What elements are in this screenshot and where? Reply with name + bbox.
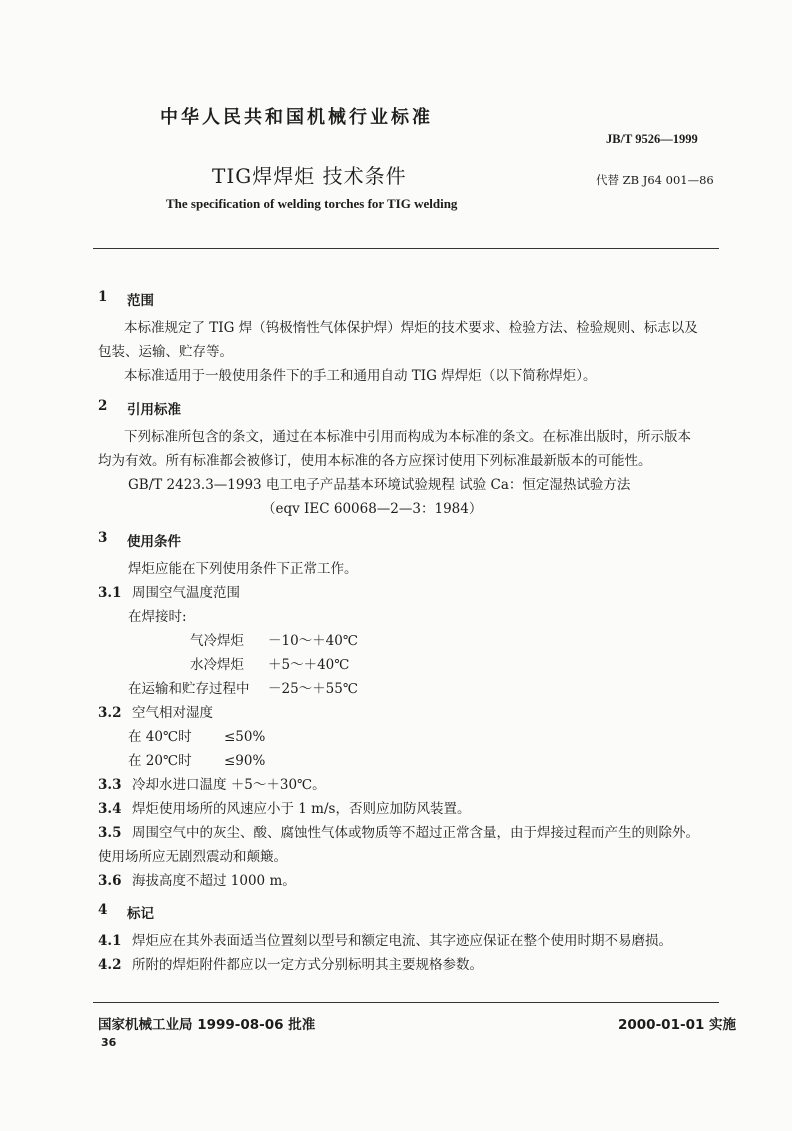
section-2-para-line-1: 下列标准所包含的条文，通过在本标准中引用而构成为本标准的条文。在标准出版时，所示版本 bbox=[124, 429, 691, 445]
transport-storage-range: －25～＋55℃ bbox=[268, 681, 358, 697]
welding-label: 在焊接时: bbox=[128, 609, 187, 625]
header-divider bbox=[93, 248, 719, 249]
transport-storage-label: 在运输和贮存过程中 bbox=[128, 681, 250, 697]
humidity-20-value: ≤90% bbox=[224, 753, 266, 769]
item-3-2-text: 空气相对湿度 bbox=[132, 705, 213, 721]
item-4-2-text: 所附的焊炬附件都应以一定方式分别标明其主要规格参数。 bbox=[132, 957, 483, 973]
section-1-title: 范围 bbox=[127, 293, 154, 309]
document-title: TIG焊焊炬 技术条件 bbox=[212, 164, 407, 188]
humidity-20-label: 在 20℃时 bbox=[128, 753, 192, 769]
water-cooled-label: 水冷焊炬 bbox=[190, 657, 244, 673]
reference-standard: GB/T 2423.3—1993 电工电子产品基本环境试验规程 试验 Ca：恒定湿热试验方法 bbox=[128, 477, 631, 493]
humidity-40-value: ≤50% bbox=[224, 729, 266, 745]
section-3-number: 3 bbox=[98, 530, 108, 546]
section-2-number: 2 bbox=[98, 398, 108, 414]
item-4-1-number: 4.1 bbox=[98, 933, 122, 949]
air-cooled-range: －10～＋40℃ bbox=[268, 633, 358, 649]
standard-number: JB/T 9526—1999 bbox=[606, 132, 698, 146]
item-3-1-text: 周围空气温度范围 bbox=[132, 585, 240, 601]
item-3-4-number: 3.4 bbox=[98, 801, 122, 817]
section-3-title: 使用条件 bbox=[127, 534, 181, 550]
humidity-40-label: 在 40℃时 bbox=[128, 729, 192, 745]
effective-date: 2000-01-01 实施 bbox=[618, 1017, 737, 1033]
item-3-3-number: 3.3 bbox=[98, 777, 122, 793]
item-3-6-text: 海拔高度不超过 1000 m。 bbox=[132, 873, 296, 889]
footer-divider bbox=[93, 1002, 719, 1003]
page-number: 36 bbox=[101, 1036, 117, 1049]
approval-note: 国家机械工业局 1999-08-06 批准 bbox=[98, 1017, 316, 1033]
org-title: 中华人民共和国机械行业标准 bbox=[160, 107, 433, 128]
item-3-6-number: 3.6 bbox=[98, 873, 122, 889]
reference-standard-equivalent: （eqv IEC 60068—2—3：1984） bbox=[262, 501, 483, 517]
section-4-number: 4 bbox=[98, 902, 108, 918]
replaces-note: 代替 ZB J64 001—86 bbox=[596, 173, 714, 187]
section-4-title: 标记 bbox=[127, 906, 154, 922]
water-cooled-range: ＋5～＋40℃ bbox=[268, 657, 350, 673]
section-2-title: 引用标准 bbox=[127, 402, 181, 418]
section-1-para-1-line-1: 本标准规定了 TIG 焊（钨极惰性气体保护焊）焊炬的技术要求、检验方法、检验规则、标志以及 bbox=[124, 320, 698, 336]
section-1-number: 1 bbox=[98, 289, 108, 305]
item-3-5-text: 周围空气中的灰尘、酸、腐蚀性气体或物质等不超过正常含量，由于焊接过程而产生的则除外。 bbox=[132, 825, 699, 841]
item-3-3-text: 冷却水进口温度 ＋5～＋30℃。 bbox=[132, 777, 326, 793]
section-1-para-2: 本标准适用于一般使用条件下的手工和通用自动 TIG 焊焊炬（以下简称焊炬）。 bbox=[124, 368, 597, 384]
item-4-1-text: 焊炬应在其外表面适当位置刻以型号和额定电流、其字迹应保证在整个使用时期不易磨损。 bbox=[132, 933, 672, 949]
item-3-5-text-cont: 使用场所应无剧烈震动和颠簸。 bbox=[98, 849, 287, 865]
section-1-para-1-line-2: 包装、运输、贮存等。 bbox=[98, 344, 233, 360]
section-2-para-line-2: 均为有效。所有标准都会被修订，使用本标准的各方应探讨使用下列标准最新版本的可能性。 bbox=[98, 453, 652, 469]
item-4-2-number: 4.2 bbox=[98, 957, 122, 973]
item-3-5-number: 3.5 bbox=[98, 825, 122, 841]
air-cooled-label: 气冷焊炬 bbox=[190, 633, 244, 649]
english-title: The specification of welding torches for TIG welding bbox=[166, 196, 458, 211]
section-3-intro: 焊炬应能在下列使用条件下正常工作。 bbox=[128, 561, 358, 577]
item-3-1-number: 3.1 bbox=[98, 585, 122, 601]
item-3-4-text: 焊炬使用场所的风速应小于 1 m/s，否则应加防风装置。 bbox=[132, 801, 471, 817]
item-3-2-number: 3.2 bbox=[98, 705, 122, 721]
